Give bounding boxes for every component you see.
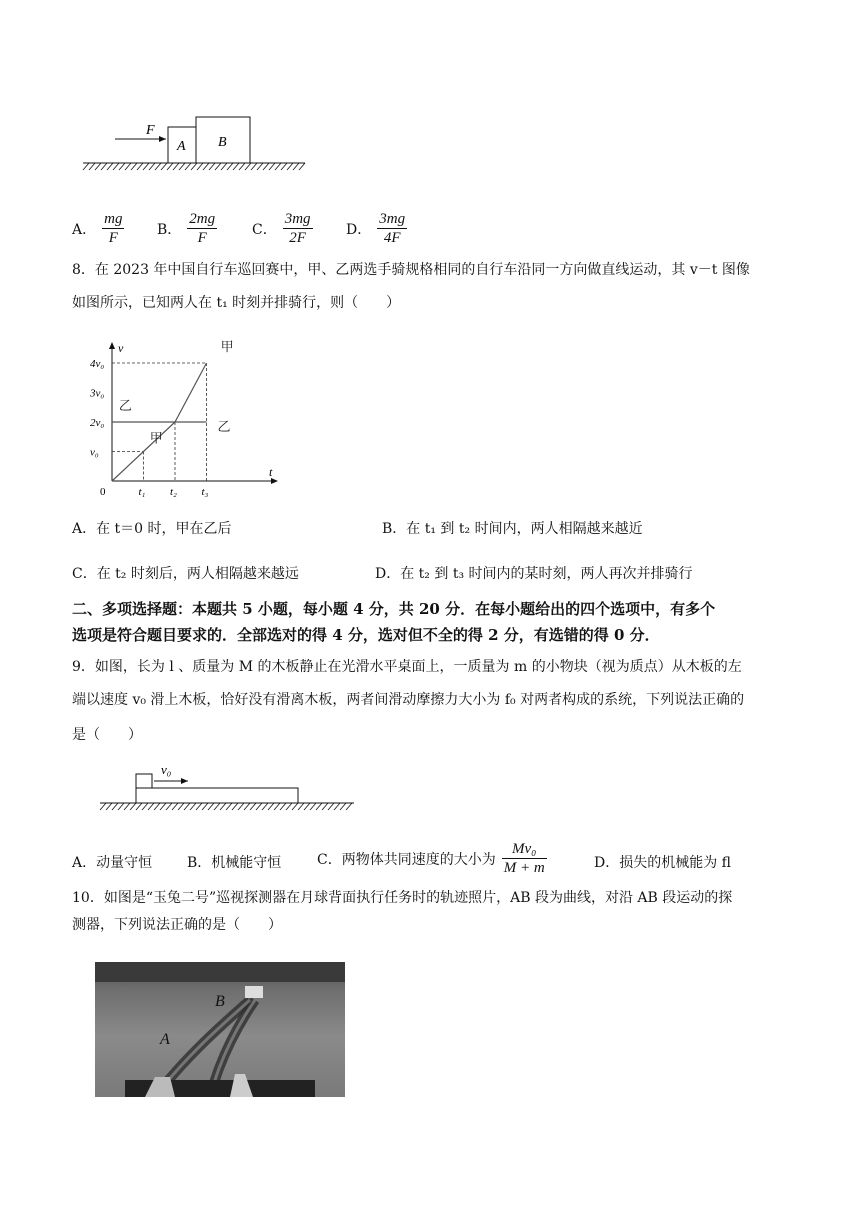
y-tick-label: 3v₀ [90,387,105,400]
y-tick-label: v₀ [90,446,99,459]
q9-option-c-text: C．两物体共同速度的大小为 [317,851,496,868]
vt-chart [86,338,286,503]
q9-stem-line2: 端以速度 v₀ 滑上木板，恰好没有滑离木板，两者间滑动摩擦力大小为 f₀ 对两者构成的系统，下列说法正确的 [72,692,745,708]
x-tick-label: 0 [100,486,106,498]
lunar-rover-track-photo [95,962,345,1097]
force-label: F [146,123,155,138]
photo-label-b: B [215,993,225,1010]
q7-option-b[interactable] [157,210,217,247]
q10-stem-line2: 测器，下列说法正确的是（ ） [72,917,282,933]
q9-option-b[interactable]: B．机械能守恒 [187,855,282,871]
y-axis-label: v [118,341,124,355]
q7-option-b-fraction: $\frac{2mg}{F}$ [189,211,216,246]
q7-option-d-letter: D． [346,221,372,238]
q8-option-c[interactable]: C．在 t₂ 时刻后，两人相隔越来越远 [72,566,299,582]
block-a-label: A [177,139,186,154]
series-label: 甲 [220,340,234,356]
q8-option-a[interactable]: A．在 t＝0 时，甲在乙后 [72,521,232,537]
x-tick-label: t₃ [201,486,209,498]
q9-option-c[interactable] [317,840,547,877]
q8-stem-line2: 如图所示，已知两人在 t₁ 时刻并排骑行，则（ ） [72,295,401,311]
q7-option-d-fraction: $\frac{3mg}{4F}$ [379,211,406,246]
fig-q7-blocks [80,110,310,180]
series-label: 甲 [149,431,163,447]
q8-option-b[interactable]: B．在 t₁ 到 t₂ 时间内，两人相隔越来越近 [382,521,643,537]
x-axis-label: t [269,465,273,479]
section2-heading-line1: 二、多项选择题：本题共 5 小题，每小题 4 分，共 20 分．在每小题给出的四个选项中，有多个 [72,600,716,618]
q8-stem-line1: 8．在 2023 年中国自行车巡回赛中，甲、乙两选手骑规格相同的自行车沿同一方向做直线运动，其 v－t 图像 [72,262,750,278]
q9-stem-line3: 是（ ） [72,727,142,743]
series-label: 乙 [118,399,132,415]
block-b-label: B [218,135,227,150]
y-tick-label: 4v₀ [90,358,105,370]
v0-label: v₀ [161,762,172,777]
section2-heading-line2: 选项是符合题目要求的．全部选对的得 4 分，选对但不全的得 2 分，有选错的得 0 分． [72,626,660,644]
q7-option-a-letter: A． [72,221,97,238]
q7-option-c[interactable] [252,210,313,247]
q7-option-a[interactable] [72,210,124,247]
q7-option-b-letter: B． [157,221,182,238]
q8-option-d[interactable]: D．在 t₂ 到 t₃ 时间内的某时刻，两人再次并排骑行 [375,566,693,582]
q9-option-a[interactable]: A．动量守恒 [72,855,153,871]
fig-q9-board [98,758,358,823]
q7-option-c-letter: C． [252,221,277,238]
x-tick-label: t₂ [170,486,177,498]
q9-option-c-fraction: $\frac{\text{Mv₀}}{M + m}$ [503,841,545,876]
y-tick-label: 2v₀ [90,417,105,429]
q10-stem-line1: 10．如图是“玉兔二号”巡视探测器在月球背面执行任务时的轨迹照片，AB 段为曲线，对沿 AB 段运动的探 [72,890,733,906]
q7-option-a-fraction: $\frac{mg}{F}$ [104,211,123,246]
y-axis-arrow [109,342,115,349]
q9-stem-line1: 9．如图，长为 l 、质量为 M 的木板静止在光滑水平桌面上，一质量为 m 的小物块（视为质点）从木板的左 [72,659,742,675]
q9-option-d[interactable]: D．损失的机械能为 fl [594,855,732,871]
q7-option-d[interactable] [346,210,407,247]
q7-option-c-fraction: $\frac{3mg}{2F}$ [284,211,311,246]
photo-label-a: A [160,1031,170,1048]
series-label: 乙 [217,419,231,435]
x-tick-label: t₁ [138,486,146,498]
